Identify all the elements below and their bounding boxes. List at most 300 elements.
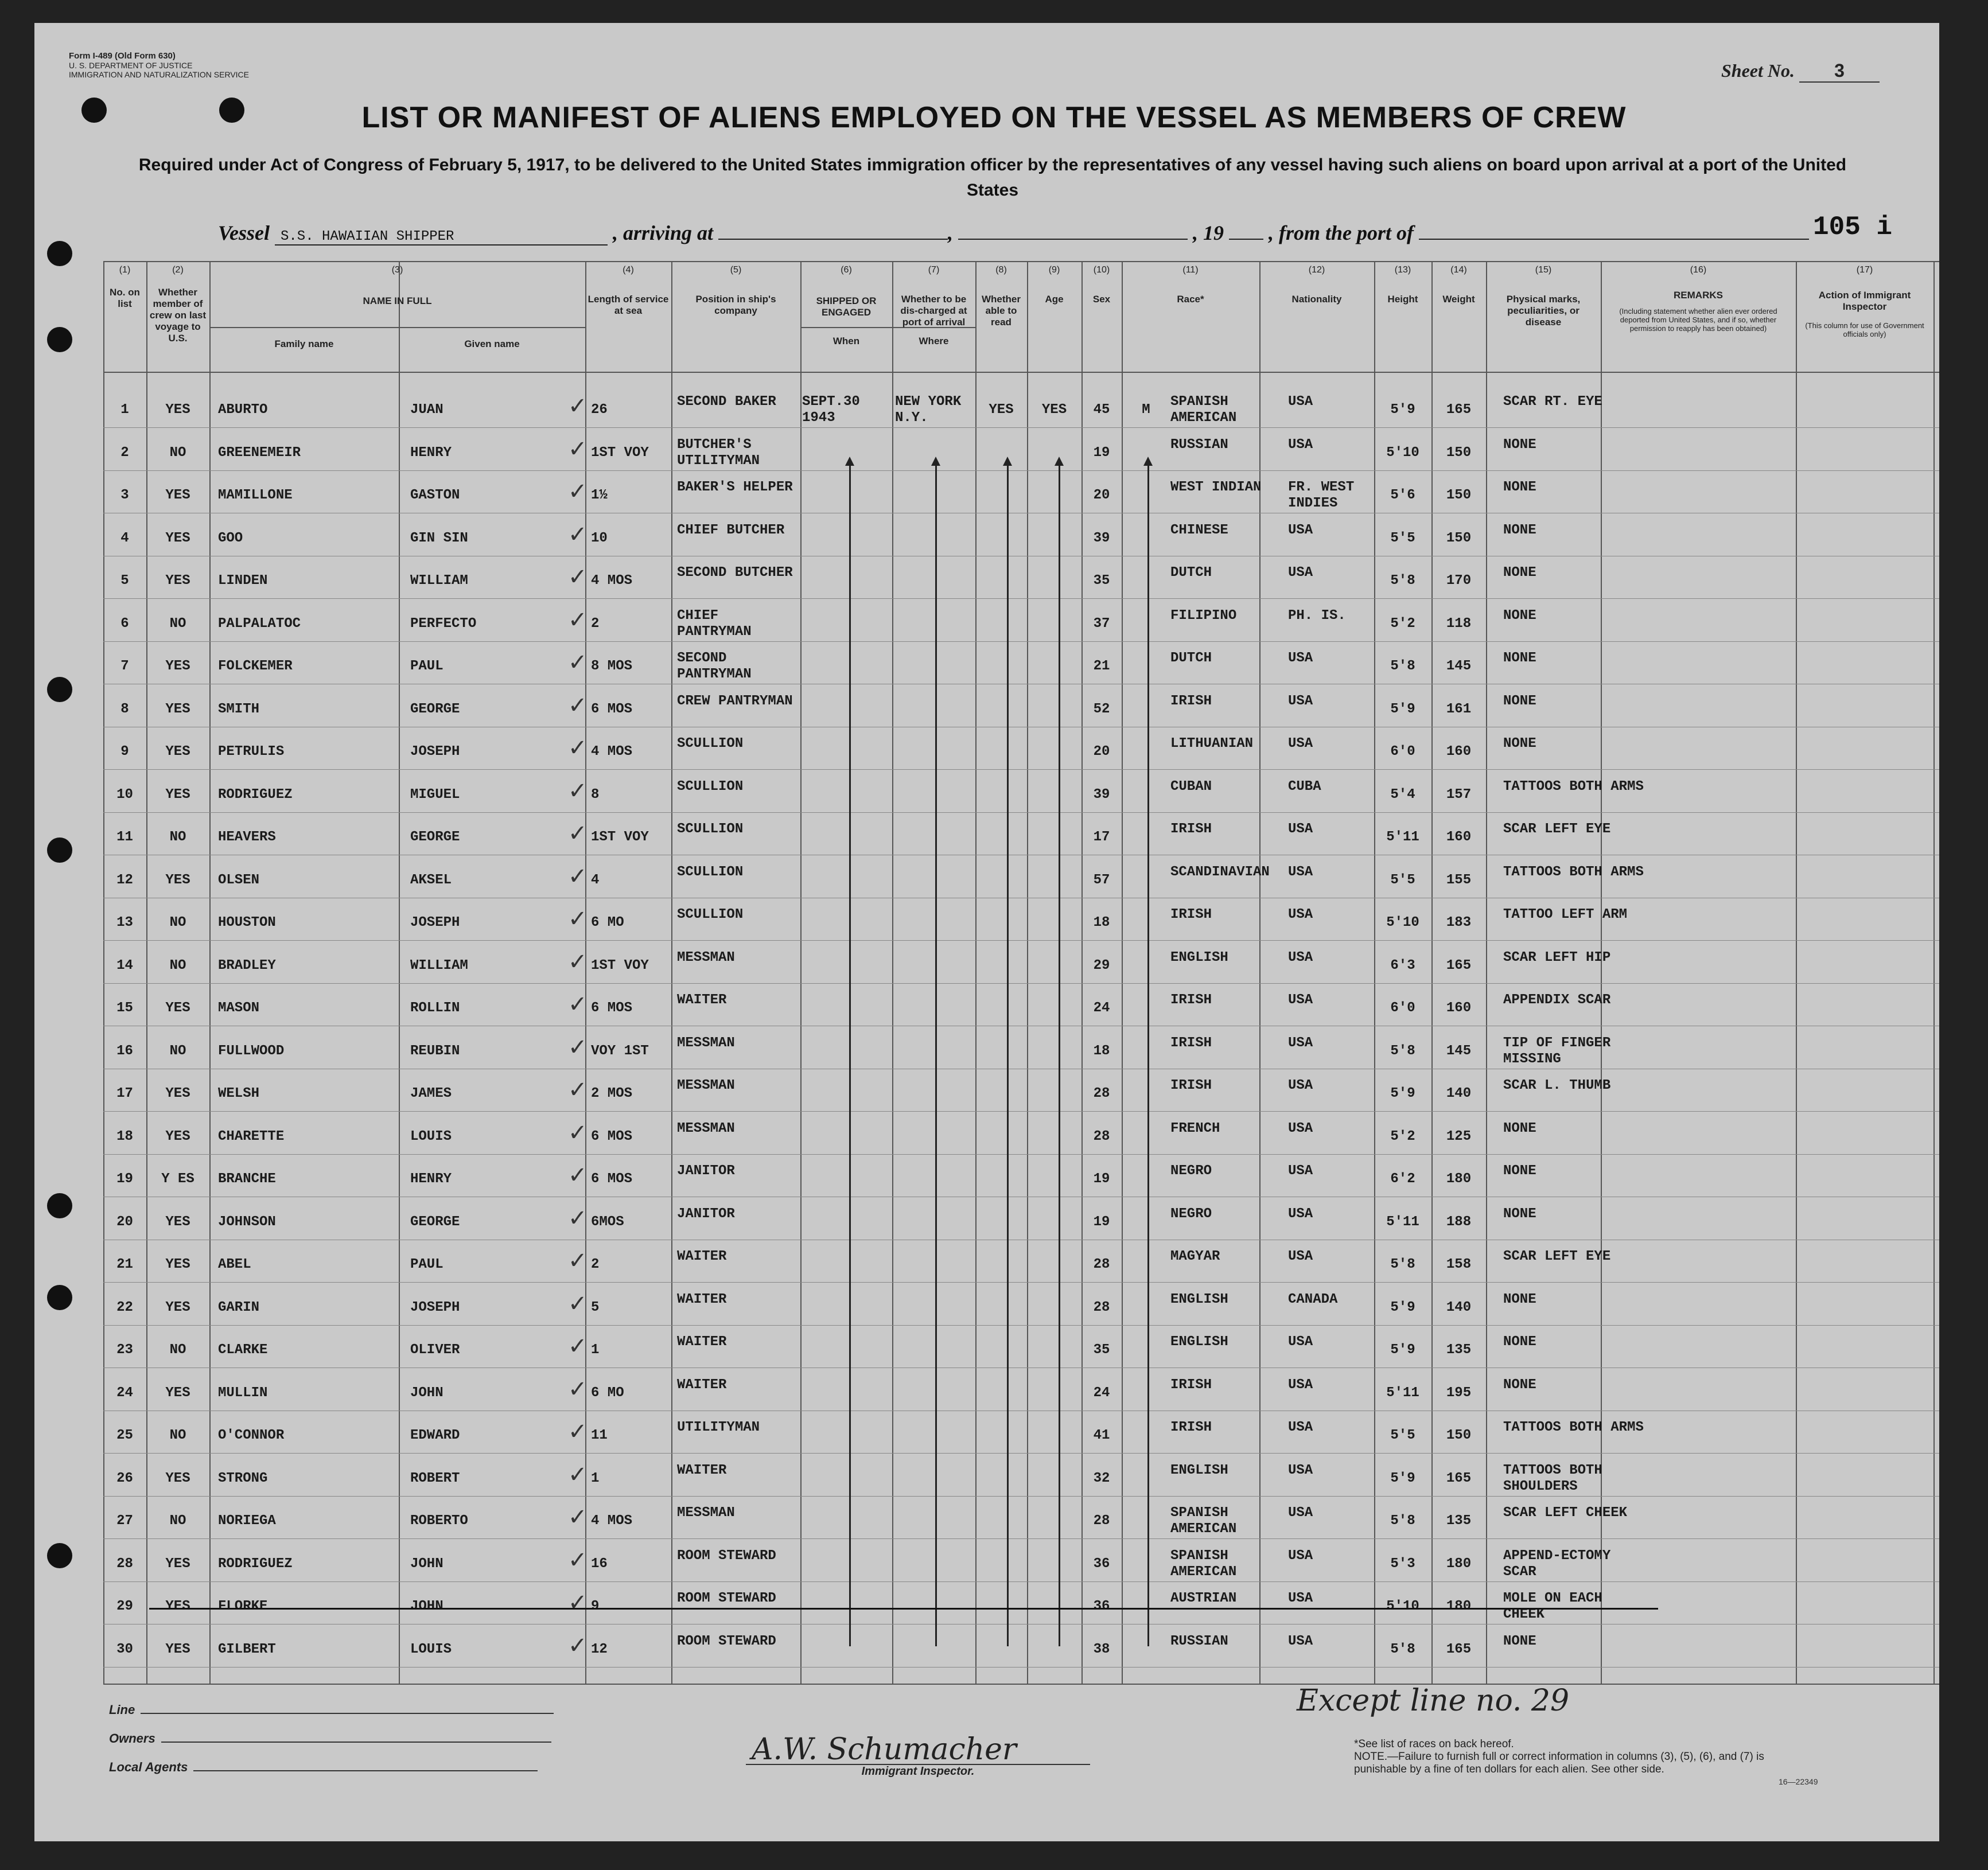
cell-age: 21 [1093,659,1110,674]
cell-nationality: USA [1288,1548,1313,1564]
cell-no: 2 [120,445,129,461]
cell-marks: NONE [1503,693,1536,709]
cell-race: MAGYAR [1170,1249,1220,1264]
cell-height: 5'9 [1390,1342,1415,1358]
row-rule [103,598,1939,599]
cell-nationality: USA [1288,1591,1313,1606]
check-mark-icon: ✓ [568,1376,588,1402]
cell-service: 6 MOS [591,1128,633,1144]
cell-height: 6'0 [1390,744,1415,759]
check-mark-icon: ✓ [568,1461,588,1488]
cell-no: 3 [120,488,129,503]
cell-race: WEST INDIAN [1170,480,1262,495]
cell-prev: YES [165,1086,190,1101]
cell-age: 28 [1093,1086,1110,1101]
cell-no: 11 [116,829,133,845]
cell-height: 6'0 [1390,1000,1415,1016]
cell-height: 5'10 [1386,445,1419,461]
sheet-number-value: 3 [1799,60,1880,83]
column-number: (2) [172,265,184,275]
page-number: 105 i [1813,212,1893,242]
cell-weight: 150 [1446,445,1472,461]
cell-prev: NO [169,445,186,461]
cell-prev: YES [165,1385,190,1401]
cell-family: STRONG [218,1470,268,1486]
column-number: (8) [995,265,1007,275]
cell-race: FRENCH [1170,1120,1220,1136]
cell-family: MAMILLONE [218,488,293,503]
cell-nationality: USA [1288,1334,1313,1350]
cell-no: 5 [120,573,129,589]
arrival-date-field [958,239,1188,240]
cell-weight: 188 [1446,1214,1472,1230]
cell-no: 25 [116,1428,133,1443]
cell-marks: SCAR LEFT EYE [1503,1249,1611,1264]
cell-marks: TIP OF FINGER MISSING [1503,1035,1611,1067]
cell-service: 12 [591,1641,608,1657]
local-agents-label: Local Agents [109,1760,188,1774]
year-field [1229,239,1263,240]
cell-family: BRADLEY [218,957,276,973]
cell-position: WAITER [677,1334,727,1350]
cell-marks: SCAR LEFT HIP [1503,949,1611,965]
cell-given: JOHN [410,1556,443,1572]
cell-prev: YES [165,744,190,759]
column-rule [975,261,977,1684]
cell-given: JOSEPH [410,1299,460,1315]
cell-race: IRISH [1170,992,1212,1008]
cell-no: 24 [116,1385,133,1401]
cell-prev: YES [165,402,190,418]
cell-position: ROOM STEWARD [677,1548,776,1564]
column-number: (16) [1690,265,1707,275]
cell-height: 5'11 [1386,1214,1419,1230]
column-rule [1122,261,1123,1684]
table-rule [103,261,1939,262]
check-mark-icon: ✓ [568,521,588,548]
cell-prev: NO [169,1043,186,1059]
check-mark-icon: ✓ [568,435,588,462]
cell-marks: SCAR LEFT CHEEK [1503,1505,1628,1521]
local-agents-blank [193,1770,538,1771]
cell-given: REUBIN [410,1043,460,1059]
cell-height: 5'2 [1390,1128,1415,1144]
cell-no: 20 [116,1214,133,1230]
cell-given: ROLLIN [410,1000,460,1016]
check-mark-icon: ✓ [568,478,588,505]
cell-weight: 150 [1446,488,1472,503]
row-rule [103,641,1939,642]
cell-prev: YES [165,701,190,717]
cell-position: MESSMAN [677,1078,735,1093]
column-number: (4) [623,265,634,275]
form-code: 16—22349 [1779,1777,1818,1786]
cell-race: LITHUANIAN [1170,736,1254,751]
cell-position: WAITER [677,1249,727,1264]
cell-age: 28 [1093,1128,1110,1144]
cell-given: JOHN [410,1599,443,1614]
cell-marks: NONE [1503,565,1536,581]
cell-marks: SCAR RT. EYE [1503,394,1602,410]
cell-height: 5'10 [1386,915,1419,930]
column-header: SHIPPED OR ENGAGED [816,295,877,318]
cell-nationality: CUBA [1288,778,1321,794]
column-number: (12) [1308,265,1325,275]
cell-age: 32 [1093,1470,1110,1486]
cell-given: LOUIS [410,1641,452,1657]
line-label: Line [109,1703,135,1717]
cell-position: CHIEF BUTCHER [677,522,785,538]
column-number: (15) [1535,265,1552,275]
cell-age: 37 [1093,615,1110,632]
row-rule [103,1111,1939,1112]
service-name: IMMIGRATION AND NATURALIZATION SERVICE [69,70,249,79]
cell-position: UTILITYMAN [677,1420,760,1435]
column-rule [399,261,400,1684]
row-rule [103,1538,1939,1539]
cell-prev: Y ES [161,1171,194,1187]
cell-position: ROOM STEWARD [677,1591,776,1606]
cell-given: PERFECTO [410,615,477,632]
vessel-label: Vessel [218,221,270,244]
cell-age: 41 [1093,1428,1110,1443]
cell-family: LINDEN [218,573,268,589]
arriving-label: , arriving at [613,221,714,244]
cell-age: 57 [1093,872,1110,888]
cell-position: WAITER [677,1462,727,1478]
column-header: Sex [1092,294,1111,305]
cell-age: 35 [1093,1342,1110,1358]
cell-race: IRISH [1170,1035,1212,1051]
cell-when: SEPT.30 1943 [802,394,860,426]
check-mark-icon: ✓ [568,606,588,633]
cell-race: SPANISH AMERICAN [1170,1505,1237,1537]
binder-hole [47,327,72,352]
cell-service: 26 [591,402,608,418]
cell-nationality: CANADA [1288,1291,1338,1307]
cell-family: CHARETTE [218,1128,285,1144]
inspector-signature: A.W. Schumacher [752,1732,1017,1767]
cell-height: 5'4 [1390,786,1415,802]
cell-no: 7 [120,659,129,674]
cell-weight: 118 [1446,615,1472,632]
cell-no: 6 [120,615,129,632]
check-mark-icon: ✓ [568,1162,588,1189]
binder-hole [47,1285,72,1310]
line-field [109,1703,554,1717]
cell-service: 2 [591,1257,600,1272]
cell-age: 20 [1093,744,1110,759]
cell-prev: YES [165,1470,190,1486]
cell-position: SCULLION [677,778,744,794]
cell-no: 28 [116,1556,133,1572]
local-agents-field [109,1760,538,1775]
row-rule [103,983,1939,984]
cell-given: WILLIAM [410,573,468,589]
table-rule [103,1684,1939,1685]
sheet-number-label: Sheet No. [1721,60,1795,81]
row-rule [103,769,1939,770]
column-number: (13) [1394,265,1411,275]
cell-race: AUSTRIAN [1170,1591,1237,1606]
action-subnote: (This column for use of Government officials only) [1805,321,1924,338]
cell-nationality: USA [1288,522,1313,538]
cell-prev: NO [169,915,186,930]
cell-family: O'CONNOR [218,1428,285,1443]
cell-height: 5'8 [1390,573,1415,589]
check-mark-icon: ✓ [568,564,588,590]
column-rule [800,261,802,1684]
when-subhead: When [832,336,860,346]
cell-marks: NONE [1503,1163,1536,1179]
cell-position: SCULLION [677,907,744,922]
cell-position: SCULLION [677,864,744,880]
row-rule [103,1581,1939,1582]
column-number: (7) [928,265,940,275]
cell-race: DUTCH [1170,565,1212,581]
cell-nationality: FR. WEST INDIES [1288,480,1355,511]
cell-prev: YES [165,573,190,589]
owners-label: Owners [109,1731,155,1746]
cell-age: 19 [1093,1214,1110,1230]
cell-given: GEORGE [410,829,460,845]
cell-nationality: USA [1288,1206,1313,1222]
column-number: (14) [1450,265,1467,275]
column-number: (5) [730,265,742,275]
cell-position: ROOM STEWARD [677,1633,776,1649]
cell-race: IRISH [1170,1420,1212,1435]
column-header: Whether member of crew on last voyage to U.S. [149,287,207,344]
cell-race: CUBAN [1170,778,1212,794]
column-number: (3) [391,265,403,275]
cell-family: PALPALATOC [218,615,301,632]
cell-service: 6MOS [591,1214,624,1230]
cell-height: 5'8 [1390,659,1415,674]
cell-race: RUSSIAN [1170,437,1228,453]
cell-family: HOUSTON [218,915,276,930]
cell-service: 9 [591,1599,600,1614]
cell-service: 6 MOS [591,701,633,717]
cell-no: 30 [116,1641,133,1657]
cell-nationality: USA [1288,565,1313,581]
column-header: Weight [1442,294,1475,305]
cell-prev: YES [165,530,190,546]
cell-race: ENGLISH [1170,1462,1228,1478]
cell-race: ENGLISH [1170,949,1228,965]
cell-prev: YES [165,872,190,888]
cell-family: GILBERT [218,1641,276,1657]
cell-age: 28 [1093,1257,1110,1272]
cell-family: MASON [218,1000,260,1016]
form-number: Form I-489 (Old Form 630) [69,51,176,61]
cell-given: PAUL [410,659,443,674]
cell-prev: YES [165,1556,190,1572]
cell-prev: NO [169,1513,186,1529]
cell-family: RODRIGUEZ [218,786,293,802]
cell-given: EDWARD [410,1428,460,1443]
binder-hole [47,837,72,863]
cell-prev: YES [165,1257,190,1272]
cell-service: VOY 1ST [591,1043,649,1059]
cell-weight: 135 [1446,1513,1472,1529]
cell-family: WELSH [218,1086,260,1101]
cell-position: BUTCHER'S UTILITYMAN [677,437,760,469]
check-mark-icon: ✓ [568,1290,588,1317]
cell-marks: TATTOOS BOTH ARMS [1503,778,1644,794]
cell-weight: 150 [1446,530,1472,546]
cell-family: NORIEGA [218,1513,276,1529]
binder-hole [47,1543,72,1568]
check-mark-icon: ✓ [568,991,588,1018]
cell-nationality: USA [1288,1078,1313,1093]
cell-age: 52 [1093,701,1110,717]
cell-race: RUSSIAN [1170,1633,1228,1649]
cell-marks: TATTOOS BOTH ARMS [1503,864,1644,880]
cell-marks: NONE [1503,1334,1536,1350]
cell-race: DUTCH [1170,650,1212,666]
cell-position: MESSMAN [677,1035,735,1051]
column-header: REMARKS [1674,290,1723,301]
cell-weight: 160 [1446,1000,1472,1016]
cell-race: NEGRO [1170,1163,1212,1179]
cell-no: 4 [120,530,129,546]
cell-weight: 165 [1446,957,1472,973]
cell-marks: SCAR L. THUMB [1503,1078,1611,1093]
cell-race: ENGLISH [1170,1334,1228,1350]
cell-family: OLSEN [218,872,260,888]
sheet-number [1721,60,1880,83]
footer-notes [1354,1738,1813,1776]
given-name-subhead: Given name [464,338,520,349]
cell-weight: 165 [1446,1641,1472,1657]
cell-nationality: USA [1288,949,1313,965]
cell-weight: 140 [1446,1299,1472,1315]
cell-nationality: USA [1288,437,1313,453]
column-rule [671,261,672,1684]
cell-weight: 180 [1446,1556,1472,1572]
cell-weight: 155 [1446,872,1472,888]
cell-marks: NONE [1503,607,1536,624]
cell-no: 9 [120,744,129,759]
column-header: Height [1387,294,1418,305]
cell-age: 19 [1093,445,1110,461]
row-rule [103,1282,1939,1283]
cell-age: 35 [1093,573,1110,589]
form-identifier [69,52,249,79]
cell-weight: 145 [1446,1043,1472,1059]
cell-no: 15 [116,1000,133,1016]
column-header: Age [1045,294,1064,305]
cell-given: OLIVER [410,1342,460,1358]
cell-no: 12 [116,872,133,888]
cell-no: 26 [116,1470,133,1486]
cell-prev: YES [165,1000,190,1016]
cell-nationality: USA [1288,1163,1313,1179]
cell-position: SCULLION [677,821,744,837]
check-mark-icon: ✓ [568,1632,588,1659]
cell-race: IRISH [1170,1377,1212,1393]
column-number: (9) [1048,265,1060,275]
cell-nationality: PH. IS. [1288,607,1346,624]
cell-height: 5'11 [1386,1385,1419,1401]
column-header: NAME IN FULL [363,295,432,306]
cell-service: 4 MOS [591,1513,633,1529]
cell-marks: TATTOO LEFT ARM [1503,907,1628,922]
cell-where: NEW YORK N.Y. [895,394,962,426]
cell-position: WAITER [677,1377,727,1393]
column-rule [892,261,893,1684]
column-number: (6) [841,265,852,275]
cell-given: LOUIS [410,1128,452,1144]
cell-family: GARIN [218,1299,260,1315]
cell-prev: NO [169,1342,186,1358]
line-blank [141,1713,554,1714]
binder-hole [47,1193,72,1218]
cell-height: 5'9 [1390,402,1415,418]
row-rule [103,1496,1939,1497]
year-label: , 19 [1193,221,1224,244]
cell-no: 23 [116,1342,133,1358]
check-mark-icon: ✓ [568,820,588,847]
cell-family: PETRULIS [218,744,285,759]
cell-no: 21 [116,1257,133,1272]
cell-given: ROBERTO [410,1513,468,1529]
cell-height: 5'8 [1390,1257,1415,1272]
cell-age: 24 [1093,1385,1110,1401]
cell-marks: SCAR LEFT EYE [1503,821,1611,837]
cell-weight: 145 [1446,659,1472,674]
cell-given: PAUL [410,1257,443,1272]
cell-position: JANITOR [677,1206,735,1222]
cell-weight: 150 [1446,1428,1472,1443]
check-mark-icon: ✓ [568,1119,588,1146]
cell-age: 28 [1093,1299,1110,1315]
column-header: Physical marks, peculiarities, or disease [1506,294,1581,328]
row-rule [103,1453,1939,1454]
cell-height: 5'5 [1390,1428,1415,1443]
cell-age: 19 [1093,1171,1110,1187]
vessel-name-field: S.S. HAWAIIAN SHIPPER [275,229,608,246]
binder-hole [47,241,72,266]
cell-service: 1 [591,1342,600,1358]
cell-nationality: USA [1288,1120,1313,1136]
row-rule [103,1325,1939,1326]
cell-marks: APPENDIX SCAR [1503,992,1611,1008]
cell-nationality: USA [1288,693,1313,709]
cell-given: JOSEPH [410,744,460,759]
row-rule [103,1154,1939,1155]
cell-height: 5'3 [1390,1556,1415,1572]
cell-height: 5'9 [1390,1470,1415,1486]
cell-service: 2 [591,615,600,632]
cell-service: 11 [591,1428,608,1443]
cell-service: 1ST VOY [591,957,649,973]
cell-service: 16 [591,1556,608,1572]
row-29-strikethrough [149,1608,1658,1610]
column-number: (10) [1093,265,1110,275]
cell-family: FLORKE [218,1599,268,1614]
cell-race: IRISH [1170,821,1212,837]
column-rule [209,261,211,1684]
column-rule [1027,261,1028,1684]
cell-nationality: USA [1288,650,1313,666]
cell-height: 5'8 [1390,1641,1415,1657]
cell-no: 19 [116,1171,133,1187]
handwritten-exception-note: Except line no. 29 [1297,1684,1570,1718]
cell-weight: 165 [1446,1470,1472,1486]
column-header: Action of Immigrant Inspector [1818,290,1911,312]
cell-family: CLARKE [218,1342,268,1358]
